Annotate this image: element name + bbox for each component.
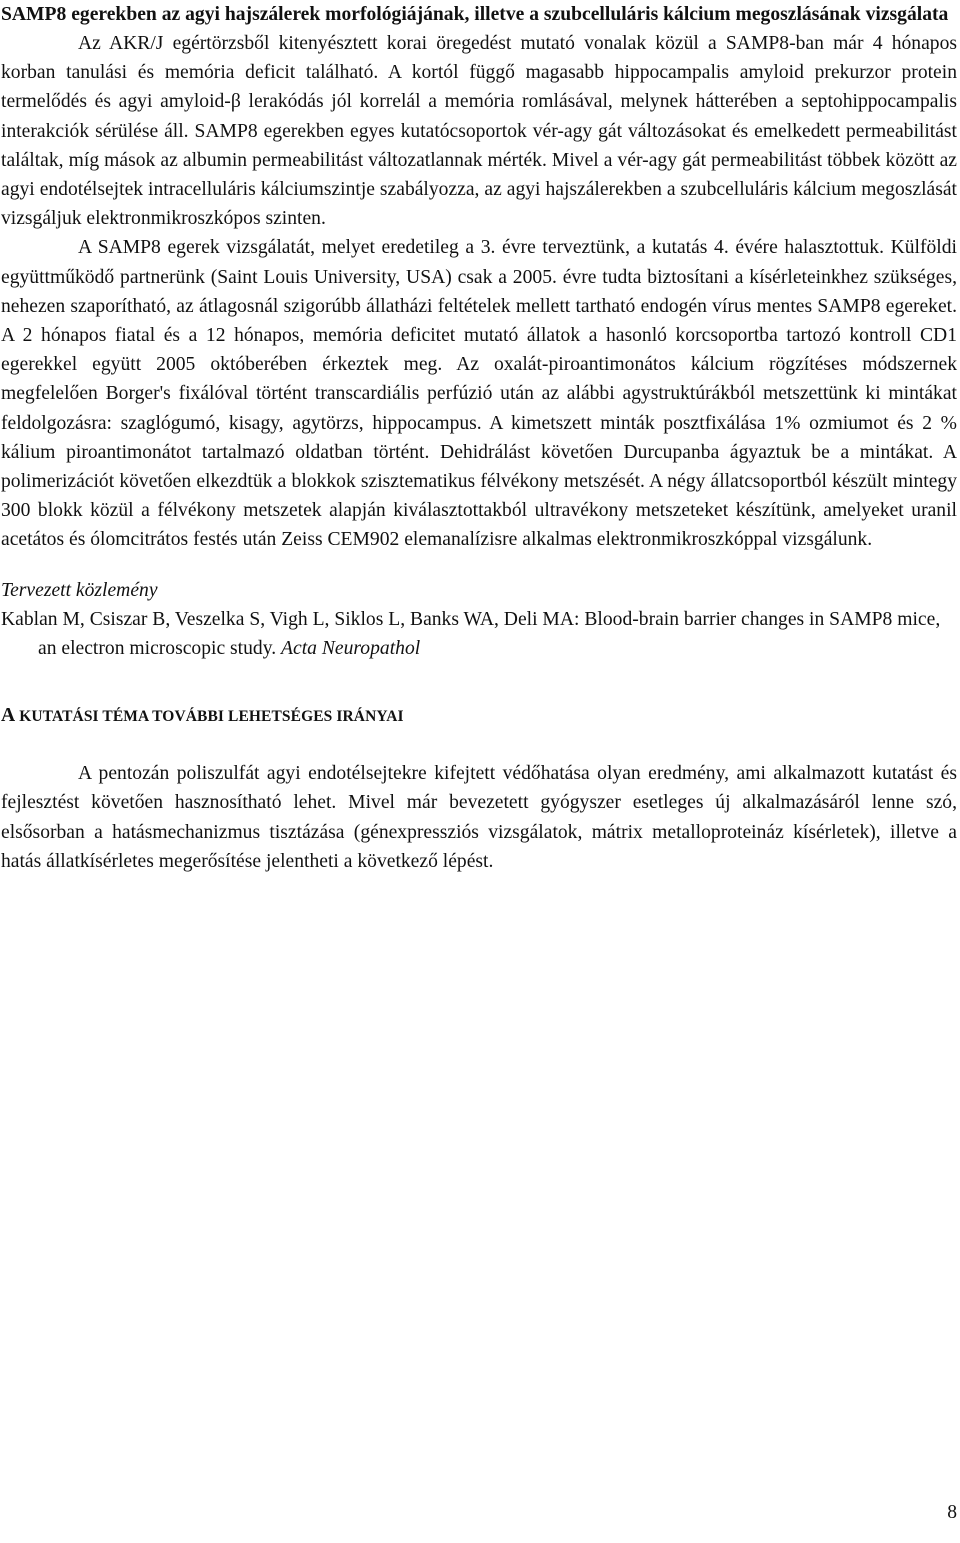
page-number: 8 xyxy=(947,1502,957,1523)
section-heading-rest: KUTATÁSI TÉMA TOVÁBBI LEHETSÉGES IRÁNYAI xyxy=(15,708,404,726)
section-heading xyxy=(1,703,957,730)
reference-journal: Acta Neuropathol xyxy=(281,638,421,660)
section-heading-initial: A xyxy=(1,705,16,727)
body-paragraph-3: A pentozán poliszulfát agyi endotélsejtekre kifejtett védőhatása olyan eredmény, ami alkalmazott kutatást és fejlesztést követően hasznosítható lehet. Mivel már bevezetett gyógyszer esetleges új alkalmazásáról lenne szó, elsősorban a hatásmechanizmus tisztázása (génexpressziós vizsgálatok, mátrix metalloproteináz kísérletek), illetve a hatás állatkísérletes megerősítése jelentheti a következő lépést. xyxy=(1,763,957,872)
body-paragraph-1: Az AKR/J egértörzsből kitenyésztett korai öregedést mutató vonalak közül a SAMP8-ban már 4 hónapos korban tanulási és memória deficit található. A kortól függő magasabb hippocampalis amyloid prekurzor protein termelődés és agyi amyloid-β lerakódás jól korrelál a memória romlásával, melynek hátterében a septohippocampalis interakciók sérülése áll. SAMP8 egerekben egyes kutatócsoportok vér-agy gát változásokat és emelkedett permeabilitást találtak, míg mások az albumin permeabilitást változatlannak mérték. Mivel a vér-agy gát permeabilitást többek között az agyi endotélsejtek intracelluláris kálciumszintje szabályozza, az agyi hajszálerekben a szubcelluláris kálcium megoszlását vizsgáljuk elektronmikroszkópos szinten. xyxy=(1,33,957,230)
body-paragraph-2: A SAMP8 egerek vizsgálatát, melyet eredetileg a 3. évre terveztünk, a kutatás 4. évére halasztottuk. Külföldi együttműködő partnerünk (Saint Louis University, USA) csak a 2005. évre tudta biztosítani a kísérleteinkhez szükséges, nehezen szaporítható, az átlagosnál szigorúbb állatházi feltételek mellett tartható endogén vírus mentes SAMP8 egereket. A 2 hónapos fiatal és a 12 hónapos, memória deficitet mutató állatok a hasonló korcsoportba tartozó kontroll CD1 egerekkel együtt 2005 októberében érkeztek meg. Az oxalát-piroantimonátos kálcium rögzítéses módszernek megfelelően Borger's fixálóval történt transcardiális perfúzió után az alábbi agystruktúrákból metszettünk ki mintákat feldolgozásra: szaglógumó, kisagy, agytörzs, hippocampus. A kimetszett minták posztfixálása 1% ozmiumot és 2 % kálium piroantimonátot tartalmazó oldatban történt. Dehidrálást követően Durcupanba ágyaztuk be a mintákat. A polimerizációt követően elkezdtük a blokkok szisztematikus félvékony metszését. A négy állatcsoportból készült mintegy 300 blokk közül a félvékony metszetek alapján kiválasztottakból ultravékony metszeteket készítünk, amelyeket uranil acetátos és ólomcitrátos festés után Zeiss CEM902 elemanalízisre alkalmas elektronmikroszkóppal vizsgálunk. xyxy=(1,237,957,551)
reference-authors: Kablan M, Csiszar B, Veszelka S, Vigh L, Siklos L, Banks WA, Deli MA: Blood-brain barrier changes in SAMP8 mice, an electron microscopic study. xyxy=(1,608,941,660)
planned-publication-label: Tervezett közlemény xyxy=(1,579,158,601)
section-title: SAMP8 egerekben az agyi hajszálerek morfológiájának, illetve a szubcelluláris kálcium megoszlásának vizsgálata xyxy=(1,4,949,25)
planned-publication-reference xyxy=(1,605,957,663)
